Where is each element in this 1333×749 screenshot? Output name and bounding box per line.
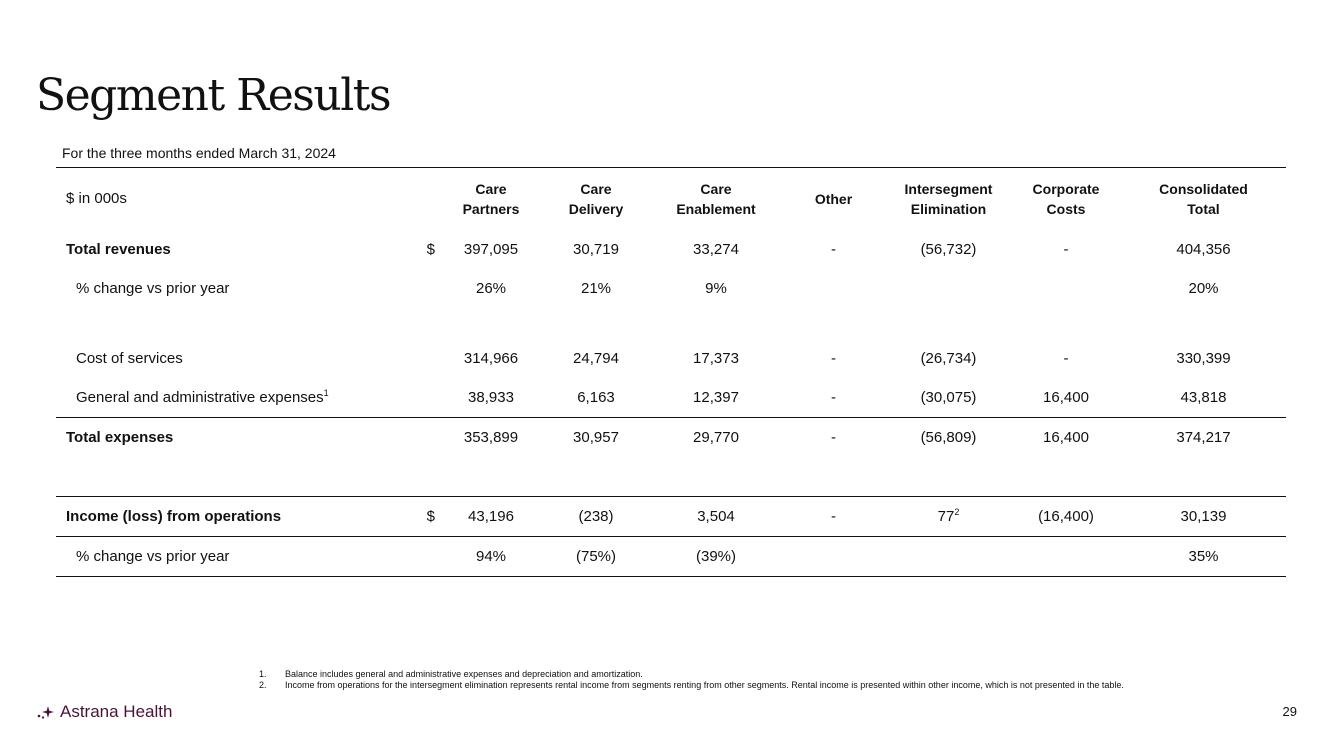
table-cell: 29,770 (651, 418, 781, 458)
table-cell: - (831, 389, 836, 406)
table-cell: 35% (1121, 537, 1286, 577)
sparkle-logo-icon (36, 704, 56, 720)
table-row-total-expenses: Total expenses 353,899 30,957 29,770 - (56,809) 16,400 374,217 (56, 418, 1286, 458)
table-cell: 33,274 (693, 241, 739, 258)
col-header-care-delivery: Care Delivery (541, 168, 651, 231)
table-row-cost-of-services: Cost of services 314,966 24,794 17,373 - (26,734) - 330,399 (56, 339, 1286, 378)
table-cell (1011, 269, 1121, 308)
table-cell: 374,217 (1121, 418, 1286, 458)
dollar-sign: $ (401, 497, 441, 537)
table-cell: 43,818 (1180, 389, 1227, 406)
segment-results-table (56, 167, 1286, 577)
table-cell: (56,732) (920, 241, 977, 258)
table-cell: - (1063, 241, 1069, 258)
table-header-row (56, 168, 1286, 231)
table-cell: (30,075) (920, 389, 977, 406)
table-cell (1011, 537, 1121, 577)
table-cell: 43,196 (441, 497, 541, 537)
dollar-sign: $ (426, 241, 435, 258)
table-cell (886, 537, 1011, 577)
table-cell: 397,095 (463, 241, 519, 258)
table-cell: (56,809) (886, 418, 1011, 458)
table-cell: 404,356 (1176, 241, 1231, 258)
footnote-2: 2. Income from operations for the intersegment elimination represents rental income from segments renting from other segments. Rental income is presented within other income, which is not presented in the table. (259, 680, 1124, 690)
page-number: 29 (1282, 704, 1297, 719)
table-cell (886, 269, 1011, 308)
table-cell: (75%) (541, 537, 651, 577)
col-header-care-enablement: Care Enablement (651, 168, 781, 231)
table-cell: 16,400 (1043, 389, 1089, 406)
footnotes (259, 669, 1199, 691)
table-cell: 30,957 (541, 418, 651, 458)
brand-name: Astrana Health (60, 702, 173, 721)
table-cell: 6,163 (577, 389, 615, 406)
table-cell: 12,397 (693, 389, 739, 406)
table-cell: 21% (580, 280, 612, 297)
table-row-total-revenues: Total revenues $ 397,095 30,719 33,274 - (56,732) - 404,356 (56, 230, 1286, 269)
col-header-consolidated-total: Consolidated Total (1121, 168, 1286, 231)
table-cell: - (1063, 350, 1069, 367)
col-header-other: Other (781, 168, 886, 231)
col-header-corporate-costs: Corporate Costs (1011, 168, 1121, 231)
table-cell: 30,139 (1121, 497, 1286, 537)
table-cell: (39%) (651, 537, 781, 577)
period-subtitle: For the three months ended March 31, 2024 (62, 145, 336, 161)
table-cell: 16,400 (1011, 418, 1121, 458)
table-row-general-administrative: General and administrative expenses$^1$ 38,933 6,163 12,397 - (30,075) 16,400 43,818 (56, 378, 1286, 418)
table-cell: 9% (705, 280, 727, 297)
table-cell: 94% (441, 537, 541, 577)
table-row-income-change: % change vs prior year 94% (75%) (39%) 35% (56, 537, 1286, 577)
table-cell: $77^2$ (886, 497, 1011, 537)
table-cell: - (831, 241, 836, 258)
footnote-1: 1. Balance includes general and administrative expenses and depreciation and amortization. (259, 669, 643, 679)
table-cell: 314,966 (463, 350, 519, 367)
table-cell: - (831, 350, 836, 367)
table-cell: (26,734) (920, 350, 977, 367)
table-cell: 3,504 (651, 497, 781, 537)
table-cell: (238) (541, 497, 651, 537)
table-cell: - (781, 418, 886, 458)
table-cell: 330,399 (1176, 350, 1231, 367)
unit-label: $ in 000s (56, 168, 401, 231)
table-cell: 24,794 (573, 350, 619, 367)
table-row-income-from-operations: Income (loss) from operations $ 43,196 (238) 3,504 - $77^2$ (16,400) 30,139 (56, 497, 1286, 537)
footnote-marker: 1 (323, 388, 329, 398)
col-header-intersegment-elimination: Intersegment Elimination (886, 168, 1011, 231)
brand-logo (36, 702, 172, 722)
table-cell: 26% (475, 280, 507, 297)
table-spacer (56, 457, 1286, 497)
table-cell: 30,719 (573, 241, 619, 258)
table-cell: - (781, 497, 886, 537)
table-cell (781, 537, 886, 577)
col-header-care-partners: Care Partners (441, 168, 541, 231)
table-cell: 353,899 (441, 418, 541, 458)
page-title: Segment Results (36, 70, 391, 121)
table-cell (781, 269, 886, 308)
table-row-revenue-change: % change vs prior year 26% 21% 9% 20% (56, 269, 1286, 308)
table-cell: 17,373 (693, 350, 739, 367)
table-spacer (56, 308, 1286, 339)
table-cell: (16,400) (1011, 497, 1121, 537)
table-cell: 38,933 (468, 389, 514, 406)
table-cell: 20% (1188, 280, 1219, 297)
footnote-marker: 2 (954, 507, 960, 517)
